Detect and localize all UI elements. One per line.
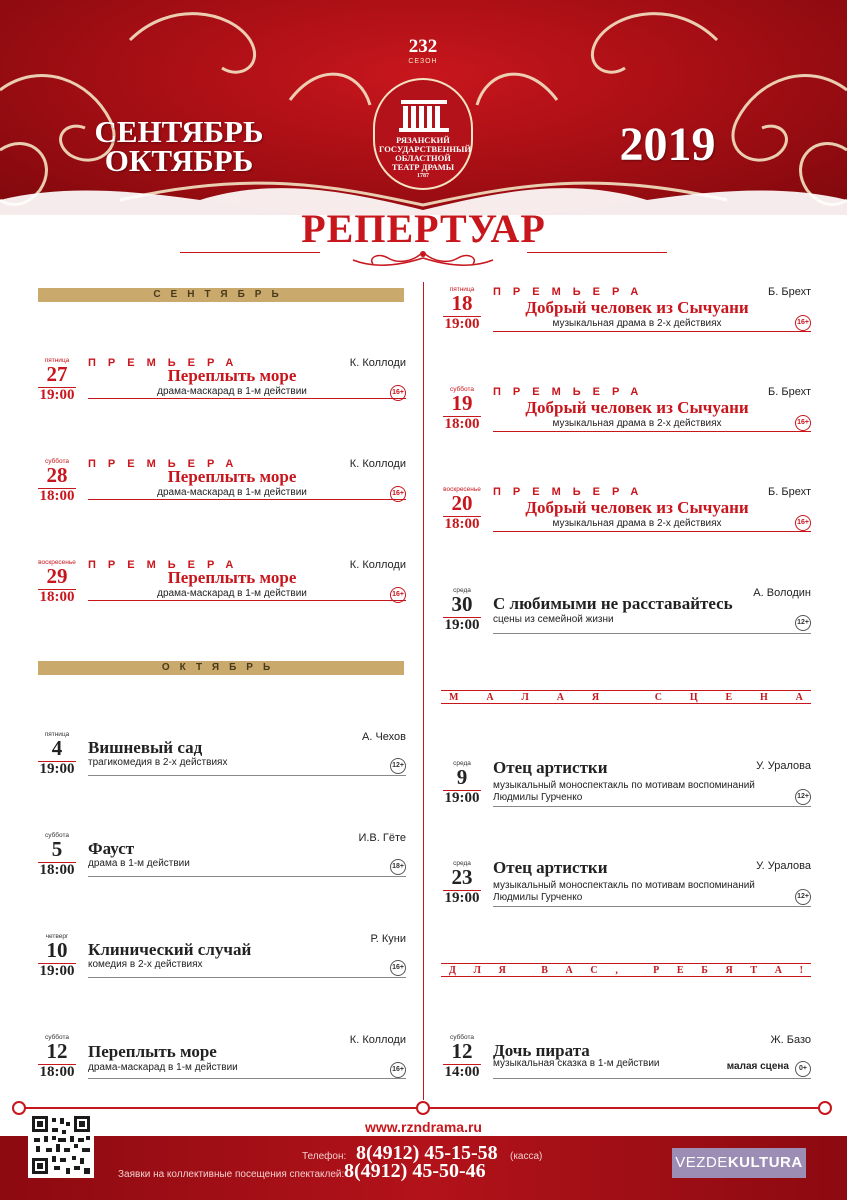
event-genre: музыкальный моноспектакль по мотивам воспоминаний <box>493 780 755 791</box>
event-underline <box>88 876 406 877</box>
event-time: 18:00 <box>39 862 75 878</box>
event-time: 19:00 <box>444 890 480 906</box>
event-time: 19:00 <box>444 617 480 633</box>
event-title: Добрый человек из Сычуани <box>525 398 749 417</box>
event-day: 27 <box>46 362 68 386</box>
premiere-label: ПРЕМЬЕРА <box>493 386 651 398</box>
age-rating-badge: 12+ <box>390 758 406 774</box>
event-underline <box>493 431 811 432</box>
event-title: Добрый человек из Сычуани <box>525 498 749 517</box>
section-bar-for-kids: Д Л Я В А С , Р Е Б Я Т А ! <box>441 963 811 977</box>
event-underline <box>88 1078 406 1079</box>
event-underline <box>88 977 406 978</box>
event-card[interactable] <box>36 559 406 619</box>
event-time: 19:00 <box>39 963 75 979</box>
age-rating-badge: 16+ <box>390 960 406 976</box>
event-genre: драма в 1-м действии <box>88 858 190 869</box>
event-day: 4 <box>51 736 63 760</box>
title-flourish-icon <box>343 248 503 272</box>
season-number: 232 <box>408 36 438 57</box>
event-title: Отец артистки <box>493 858 608 877</box>
event-author: И.В. Гёте <box>358 832 406 844</box>
age-rating-badge: 16+ <box>390 1062 406 1078</box>
event-author: Б. Брехт <box>768 386 811 398</box>
phone-note: (касса) <box>510 1151 543 1162</box>
premiere-label: ПРЕМЬЕРА <box>88 357 246 369</box>
event-author: Ж. Базо <box>770 1034 811 1046</box>
age-rating-badge: 16+ <box>795 315 811 331</box>
header-banner <box>0 0 847 215</box>
event-genre: музыкальный моноспектакль по мотивам воспоминаний <box>493 880 755 891</box>
title-divider-left <box>180 252 320 253</box>
event-card[interactable] <box>441 860 811 920</box>
event-day: 5 <box>51 837 63 861</box>
event-genre: комедия в 2-х действиях <box>88 959 203 970</box>
event-card[interactable] <box>441 587 811 647</box>
event-time: 19:00 <box>444 316 480 332</box>
age-rating-badge: 0+ <box>795 1061 811 1077</box>
event-weekday: среда <box>453 760 471 767</box>
event-title: Дочь пирата <box>493 1041 590 1060</box>
event-weekday: пятница <box>449 286 475 293</box>
event-time: 19:00 <box>444 790 480 806</box>
section-bar-small-stage: М А Л А Я С Ц Е Н А <box>441 690 811 704</box>
event-card[interactable] <box>36 731 406 791</box>
event-card[interactable] <box>441 760 811 820</box>
event-author: К. Коллоди <box>349 458 406 470</box>
event-title: Переплыть море <box>167 366 297 385</box>
event-underline <box>88 499 406 500</box>
title-divider-right <box>527 252 667 253</box>
event-card[interactable] <box>36 357 406 417</box>
event-time: 18:00 <box>39 1064 75 1080</box>
group-booking-label: Заявки на коллективные посещения спектаклей: <box>118 1169 345 1180</box>
age-rating-badge: 16+ <box>795 515 811 531</box>
age-rating-badge: 18+ <box>390 859 406 875</box>
event-day: 9 <box>456 765 468 789</box>
event-genre: драма-маскарад в 1-м действии <box>157 588 307 599</box>
event-genre: музыкальная драма в 2-х действиях <box>552 318 722 329</box>
event-weekday: пятница <box>44 731 70 738</box>
event-author: У. Уралова <box>756 860 811 872</box>
event-card[interactable] <box>36 832 406 892</box>
age-rating-badge: 12+ <box>795 889 811 905</box>
website-link[interactable]: www.rzndrama.ru <box>365 1119 482 1135</box>
event-title: Переплыть море <box>167 467 297 486</box>
event-author: Б. Брехт <box>768 486 811 498</box>
event-time: 18:00 <box>444 416 480 432</box>
page-title: РЕПЕРТУАР <box>301 206 546 251</box>
age-rating-badge: 16+ <box>390 587 406 603</box>
header-months: СЕНТЯБРЬ ОКТЯБРЬ <box>94 114 264 178</box>
event-underline <box>493 806 811 807</box>
event-weekday: четверг <box>45 933 69 940</box>
event-time: 18:00 <box>39 488 75 504</box>
event-weekday: суббота <box>449 1034 474 1041</box>
age-rating-badge: 16+ <box>390 486 406 502</box>
event-title: Добрый человек из Сычуани <box>525 298 749 317</box>
event-weekday: суббота <box>44 1034 69 1041</box>
column-divider <box>423 282 424 1100</box>
footer-dot-right <box>818 1101 832 1115</box>
event-genre-line2: Людмилы Гурченко <box>493 892 583 903</box>
event-time: 19:00 <box>39 387 75 403</box>
event-genre: сцены из семейной жизни <box>493 614 614 625</box>
event-weekday: пятница <box>44 357 70 364</box>
event-time: 19:00 <box>39 761 75 777</box>
event-weekday: суббота <box>44 832 69 839</box>
event-title: Переплыть море <box>167 568 297 587</box>
event-weekday: суббота <box>44 458 69 465</box>
event-author: К. Коллоди <box>349 1034 406 1046</box>
event-day: 28 <box>46 463 68 487</box>
vezdekultura-logo[interactable]: VEZDEKULTURA <box>672 1148 806 1178</box>
premiere-label: ПРЕМЬЕРА <box>88 559 246 571</box>
event-card[interactable] <box>36 1034 406 1094</box>
event-genre: драма-маскарад в 1-м действии <box>157 386 307 397</box>
event-underline <box>493 331 811 332</box>
event-day: 10 <box>46 938 68 962</box>
event-title: Переплыть море <box>88 1042 217 1061</box>
age-rating-badge: 16+ <box>390 385 406 401</box>
age-rating-badge: 12+ <box>795 615 811 631</box>
event-weekday: среда <box>453 860 471 867</box>
event-underline <box>88 398 406 399</box>
event-weekday: воскресенье <box>38 559 76 566</box>
theatre-columns-icon <box>399 96 449 132</box>
event-title: С любимыми не расставайтесь <box>493 594 733 613</box>
event-weekday: воскресенье <box>443 486 481 493</box>
group-booking-number[interactable]: 8(4912) 45-50-46 <box>344 1160 486 1182</box>
age-rating-badge: 12+ <box>795 789 811 805</box>
age-rating-badge: 16+ <box>795 415 811 431</box>
event-day: 19 <box>451 391 473 415</box>
event-author: К. Коллоди <box>349 559 406 571</box>
event-title: Фауст <box>88 839 135 858</box>
event-card[interactable] <box>441 386 811 446</box>
header-year: 2019 <box>619 118 716 171</box>
event-day: 23 <box>451 865 473 889</box>
event-author: Б. Брехт <box>768 286 811 298</box>
event-day: 12 <box>451 1039 473 1063</box>
event-title: Вишневый сад <box>88 738 203 757</box>
phone-label: Телефон: <box>302 1151 347 1162</box>
event-genre-line2: Людмилы Гурченко <box>493 792 583 803</box>
event-time: 18:00 <box>444 516 480 532</box>
season-label: СЕЗОН <box>408 58 438 65</box>
event-author: Р. Куни <box>370 933 406 945</box>
event-time: 18:00 <box>39 589 75 605</box>
footer-dot-left <box>12 1101 26 1115</box>
month-bar-october: ОКТЯБРЬ <box>38 661 404 675</box>
event-card[interactable] <box>441 486 811 546</box>
premiere-label: ПРЕМЬЕРА <box>88 458 246 470</box>
event-underline <box>493 1078 811 1079</box>
event-genre: музыкальная драма в 2-х действиях <box>552 518 722 529</box>
event-card[interactable] <box>441 286 811 346</box>
event-card[interactable] <box>441 1034 811 1094</box>
event-card[interactable] <box>36 933 406 993</box>
event-time: 14:00 <box>444 1064 480 1080</box>
event-day: 18 <box>451 291 473 315</box>
event-day: 12 <box>46 1039 68 1063</box>
stage-label: малая сцена <box>726 1061 789 1072</box>
event-underline <box>493 633 811 634</box>
event-author: А. Чехов <box>362 731 406 743</box>
event-genre: музыкальная драма в 2-х действиях <box>552 418 722 429</box>
event-author: К. Коллоди <box>349 357 406 369</box>
event-underline <box>88 600 406 601</box>
event-title: Отец артистки <box>493 758 608 777</box>
event-underline <box>493 531 811 532</box>
event-genre: трагикомедия в 2-х действиях <box>88 757 228 768</box>
theatre-emblem <box>373 78 473 190</box>
event-underline <box>88 775 406 776</box>
event-genre: музыкальная сказка в 1-м действии <box>493 1058 660 1069</box>
event-genre: драма-маскарад в 1-м действии <box>88 1062 238 1073</box>
premiere-label: ПРЕМЬЕРА <box>493 486 651 498</box>
event-card[interactable] <box>36 458 406 518</box>
emblem-text: РЯЗАНСКИЙ ГОСУДАРСТВЕННЫЙ ОБЛАСТНОЙ ТЕАТР ДРАМЫ 1787 <box>379 135 471 179</box>
event-weekday: среда <box>453 587 471 594</box>
event-day: 30 <box>451 592 473 616</box>
phone-number[interactable]: 8(4912) 45-15-58 <box>356 1142 498 1164</box>
event-underline <box>493 906 811 907</box>
event-author: У. Уралова <box>756 760 811 772</box>
month-bar-september: СЕНТЯБРЬ <box>38 288 404 302</box>
event-day: 20 <box>451 491 473 515</box>
footer-dot-center <box>416 1101 430 1115</box>
premiere-label: ПРЕМЬЕРА <box>493 286 651 298</box>
event-genre: драма-маскарад в 1-м действии <box>157 487 307 498</box>
event-author: А. Володин <box>753 587 811 599</box>
event-weekday: суббота <box>449 386 474 393</box>
event-title: Клинический случай <box>88 940 252 959</box>
event-day: 29 <box>46 564 68 588</box>
